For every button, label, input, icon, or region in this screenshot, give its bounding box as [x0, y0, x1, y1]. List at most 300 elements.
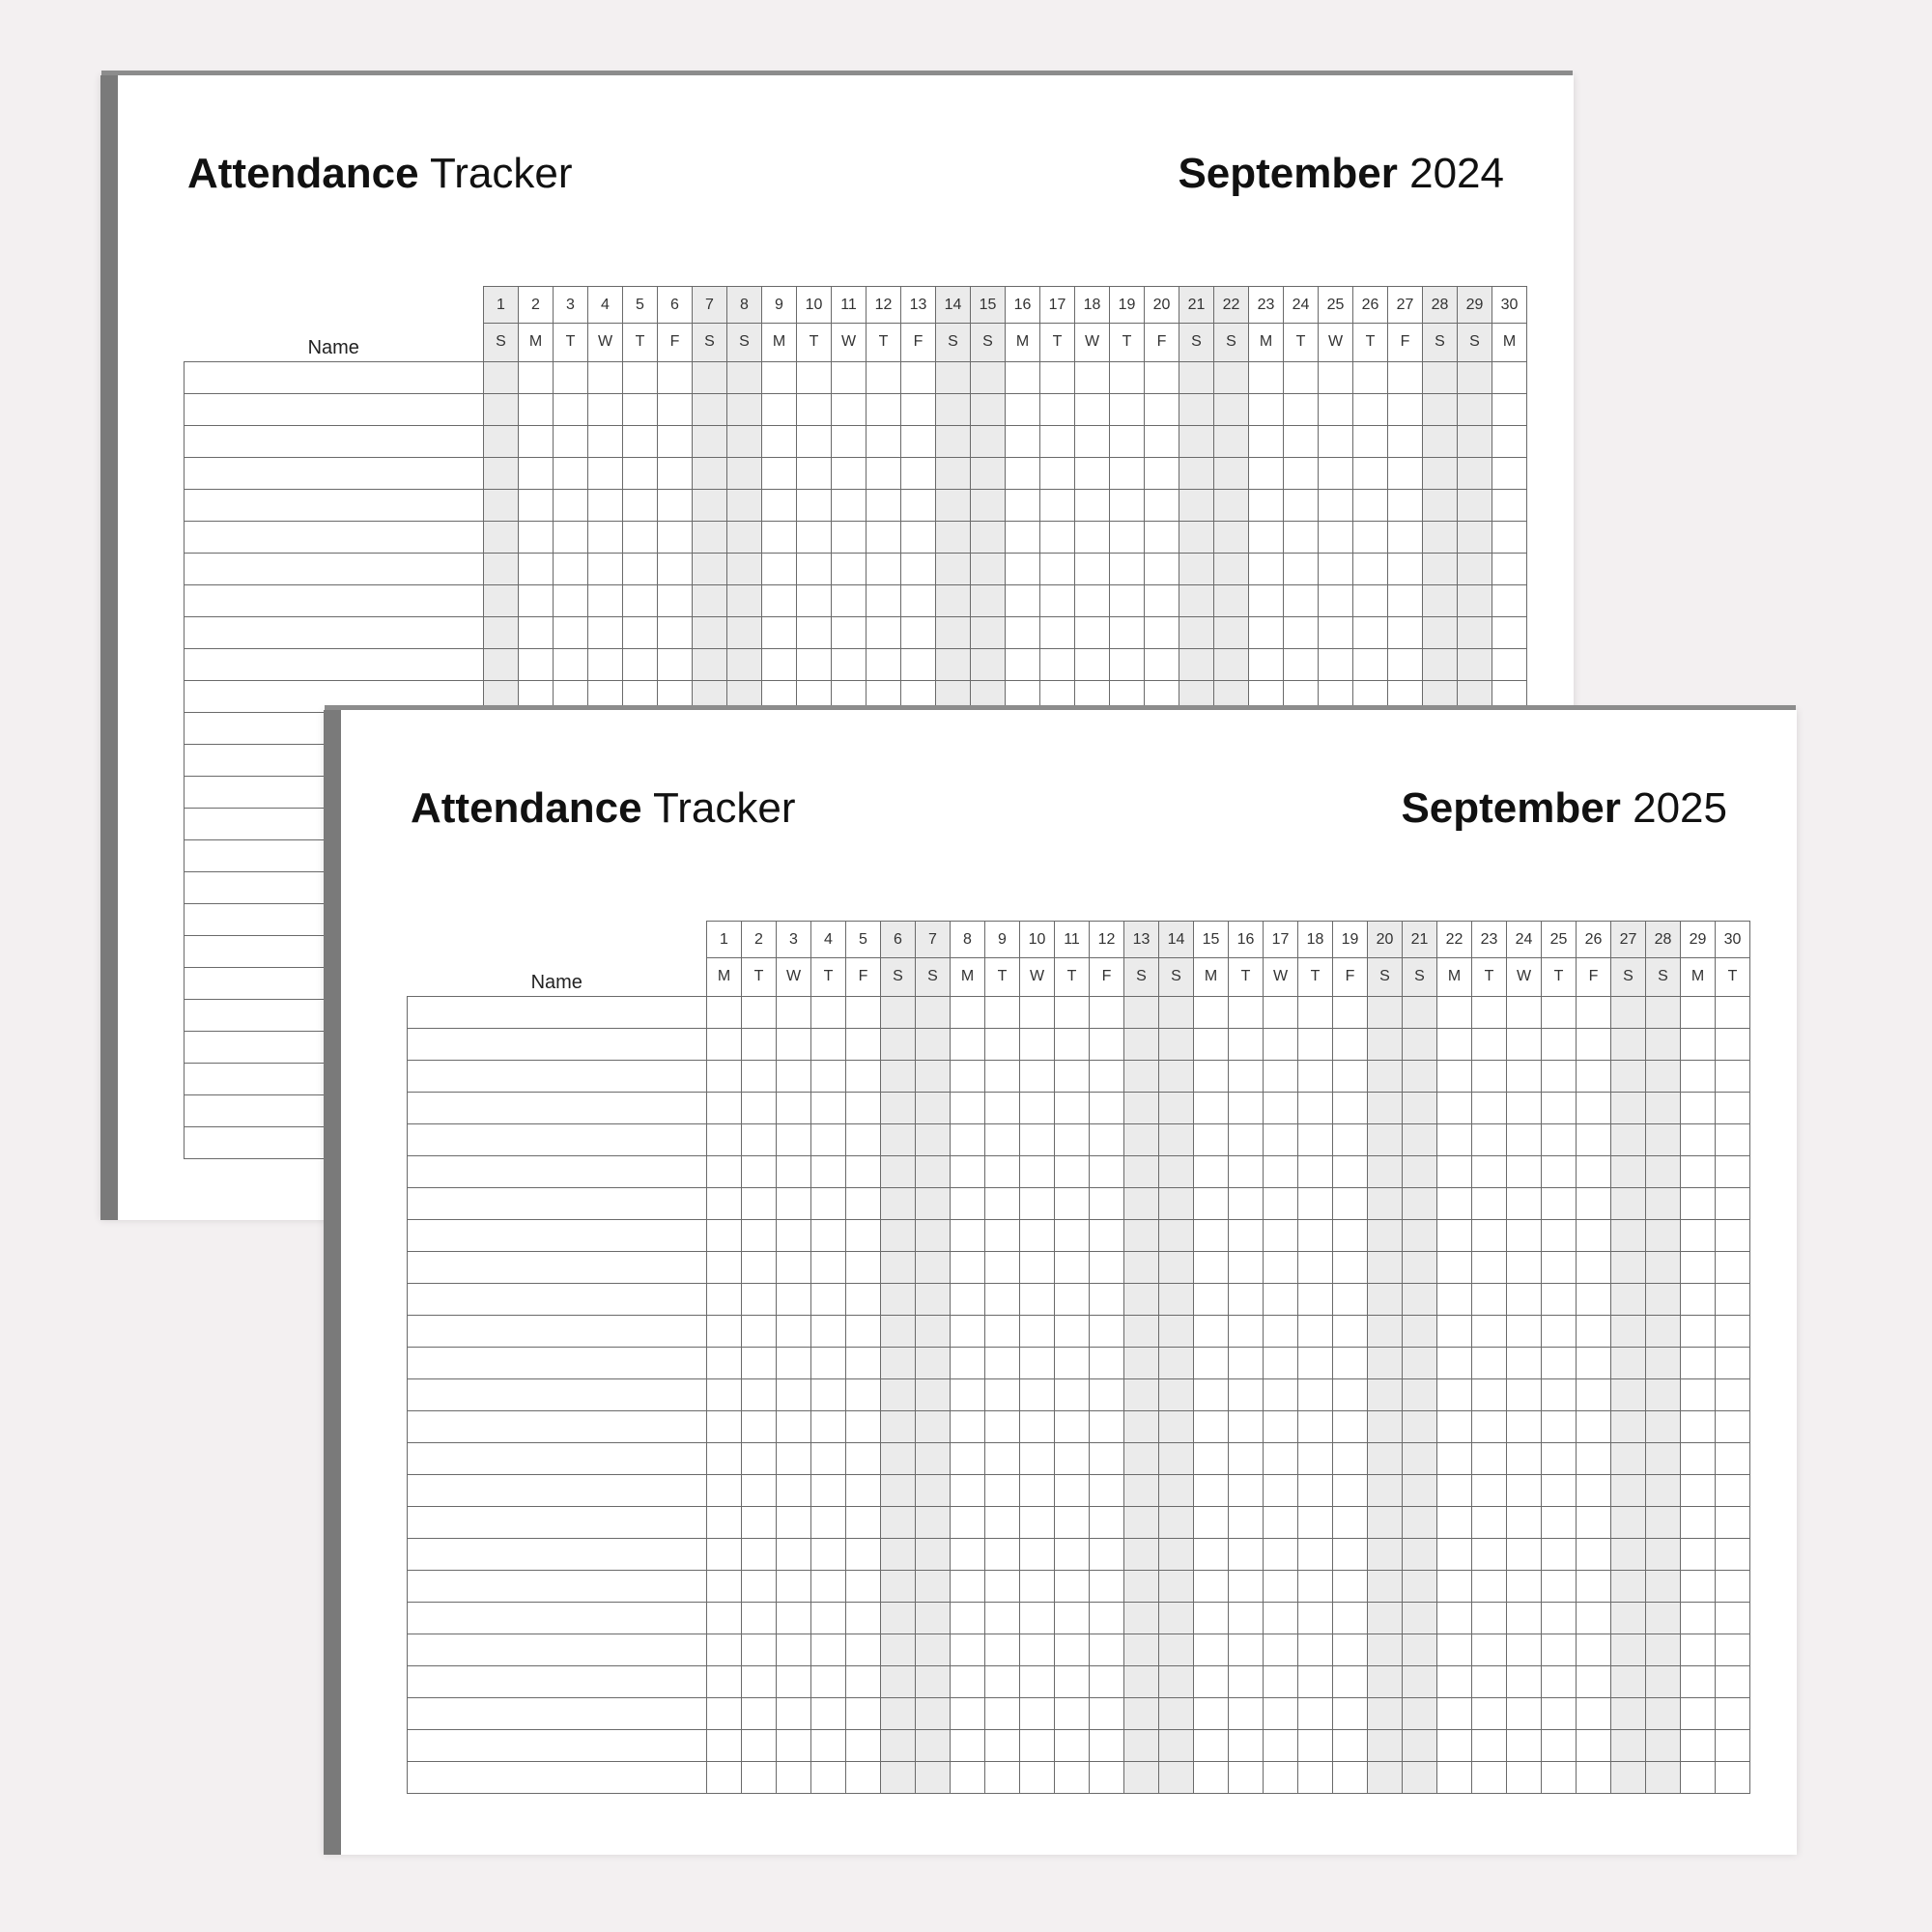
attendance-cell[interactable] [1075, 393, 1110, 425]
attendance-cell[interactable] [1194, 1028, 1229, 1060]
attendance-cell[interactable] [951, 1602, 985, 1634]
attendance-cell[interactable] [1437, 1347, 1472, 1378]
attendance-cell[interactable] [811, 1283, 846, 1315]
attendance-cell[interactable] [727, 457, 762, 489]
attendance-cell[interactable] [1542, 1729, 1577, 1761]
attendance-cell[interactable] [1229, 996, 1264, 1028]
name-cell[interactable] [408, 1474, 707, 1506]
attendance-cell[interactable] [1368, 1410, 1403, 1442]
attendance-cell[interactable] [588, 457, 623, 489]
attendance-cell[interactable] [1507, 1060, 1542, 1092]
attendance-cell[interactable] [519, 680, 554, 712]
attendance-cell[interactable] [1681, 1283, 1716, 1315]
attendance-cell[interactable] [1298, 1092, 1333, 1123]
attendance-cell[interactable] [1124, 1219, 1159, 1251]
attendance-cell[interactable] [1368, 1697, 1403, 1729]
attendance-cell[interactable] [1542, 1410, 1577, 1442]
attendance-cell[interactable] [1249, 393, 1284, 425]
attendance-cell[interactable] [951, 1697, 985, 1729]
attendance-cell[interactable] [951, 1378, 985, 1410]
attendance-cell[interactable] [1159, 1028, 1194, 1060]
attendance-cell[interactable] [1006, 648, 1040, 680]
attendance-cell[interactable] [985, 1378, 1020, 1410]
attendance-cell[interactable] [1577, 1315, 1611, 1347]
attendance-cell[interactable] [1611, 1060, 1646, 1092]
attendance-cell[interactable] [1472, 996, 1507, 1028]
attendance-cell[interactable] [1159, 1378, 1194, 1410]
attendance-cell[interactable] [1159, 996, 1194, 1028]
attendance-cell[interactable] [777, 1697, 811, 1729]
attendance-cell[interactable] [1055, 1283, 1090, 1315]
attendance-cell[interactable] [1194, 1283, 1229, 1315]
attendance-cell[interactable] [1319, 648, 1353, 680]
attendance-cell[interactable] [1055, 1602, 1090, 1634]
attendance-cell[interactable] [1423, 521, 1458, 553]
name-cell[interactable] [408, 1729, 707, 1761]
attendance-cell[interactable] [811, 1538, 846, 1570]
attendance-cell[interactable] [484, 521, 519, 553]
attendance-cell[interactable] [1403, 1506, 1437, 1538]
attendance-cell[interactable] [867, 521, 901, 553]
attendance-cell[interactable] [1472, 1602, 1507, 1634]
attendance-cell[interactable] [951, 1538, 985, 1570]
attendance-cell[interactable] [1333, 1442, 1368, 1474]
attendance-cell[interactable] [811, 1378, 846, 1410]
attendance-cell[interactable] [727, 616, 762, 648]
attendance-cell[interactable] [881, 1219, 916, 1251]
attendance-cell[interactable] [936, 361, 971, 393]
attendance-cell[interactable] [916, 1538, 951, 1570]
attendance-cell[interactable] [1055, 1028, 1090, 1060]
attendance-cell[interactable] [1055, 1506, 1090, 1538]
attendance-cell[interactable] [1298, 1187, 1333, 1219]
attendance-cell[interactable] [1145, 393, 1179, 425]
attendance-cell[interactable] [1681, 1092, 1716, 1123]
attendance-cell[interactable] [1055, 1761, 1090, 1793]
attendance-cell[interactable] [1507, 1474, 1542, 1506]
attendance-cell[interactable] [1124, 1092, 1159, 1123]
attendance-cell[interactable] [1124, 1187, 1159, 1219]
attendance-cell[interactable] [1284, 361, 1319, 393]
attendance-cell[interactable] [1542, 1155, 1577, 1187]
attendance-cell[interactable] [1437, 1729, 1472, 1761]
attendance-cell[interactable] [623, 425, 658, 457]
attendance-cell[interactable] [867, 616, 901, 648]
attendance-cell[interactable] [1542, 1665, 1577, 1697]
attendance-cell[interactable] [1179, 616, 1214, 648]
attendance-cell[interactable] [1333, 1155, 1368, 1187]
attendance-cell[interactable] [1472, 1378, 1507, 1410]
attendance-cell[interactable] [1437, 1697, 1472, 1729]
attendance-cell[interactable] [1403, 1570, 1437, 1602]
attendance-cell[interactable] [1040, 584, 1075, 616]
attendance-cell[interactable] [1249, 616, 1284, 648]
attendance-cell[interactable] [588, 489, 623, 521]
attendance-cell[interactable] [588, 425, 623, 457]
attendance-cell[interactable] [1090, 1123, 1124, 1155]
attendance-cell[interactable] [1492, 393, 1527, 425]
attendance-cell[interactable] [1646, 1602, 1681, 1634]
attendance-cell[interactable] [519, 648, 554, 680]
attendance-cell[interactable] [1319, 361, 1353, 393]
attendance-cell[interactable] [1124, 1410, 1159, 1442]
attendance-cell[interactable] [1159, 1092, 1194, 1123]
attendance-cell[interactable] [846, 1028, 881, 1060]
attendance-cell[interactable] [1646, 1410, 1681, 1442]
attendance-cell[interactable] [1577, 996, 1611, 1028]
attendance-cell[interactable] [846, 1219, 881, 1251]
attendance-cell[interactable] [1472, 1347, 1507, 1378]
attendance-cell[interactable] [658, 521, 693, 553]
attendance-cell[interactable] [1006, 361, 1040, 393]
attendance-cell[interactable] [762, 584, 797, 616]
attendance-cell[interactable] [1110, 584, 1145, 616]
attendance-cell[interactable] [1284, 648, 1319, 680]
attendance-cell[interactable] [658, 361, 693, 393]
attendance-cell[interactable] [811, 1123, 846, 1155]
attendance-cell[interactable] [623, 361, 658, 393]
name-cell[interactable] [408, 996, 707, 1028]
attendance-cell[interactable] [1577, 1634, 1611, 1665]
attendance-cell[interactable] [1681, 1474, 1716, 1506]
attendance-cell[interactable] [777, 996, 811, 1028]
attendance-cell[interactable] [1159, 1665, 1194, 1697]
attendance-cell[interactable] [1020, 1410, 1055, 1442]
attendance-cell[interactable] [1611, 1665, 1646, 1697]
attendance-cell[interactable] [1492, 553, 1527, 584]
attendance-cell[interactable] [1368, 1761, 1403, 1793]
attendance-cell[interactable] [1716, 1729, 1750, 1761]
attendance-cell[interactable] [1145, 553, 1179, 584]
attendance-cell[interactable] [742, 1283, 777, 1315]
attendance-cell[interactable] [951, 996, 985, 1028]
attendance-cell[interactable] [1611, 1538, 1646, 1570]
attendance-cell[interactable] [867, 457, 901, 489]
attendance-cell[interactable] [1458, 521, 1492, 553]
attendance-cell[interactable] [1681, 1155, 1716, 1187]
attendance-cell[interactable] [916, 1410, 951, 1442]
attendance-cell[interactable] [1368, 1347, 1403, 1378]
attendance-cell[interactable] [1716, 1092, 1750, 1123]
attendance-cell[interactable] [1577, 1251, 1611, 1283]
attendance-cell[interactable] [811, 1761, 846, 1793]
attendance-cell[interactable] [867, 553, 901, 584]
attendance-cell[interactable] [811, 1474, 846, 1506]
attendance-cell[interactable] [1646, 1729, 1681, 1761]
attendance-cell[interactable] [519, 457, 554, 489]
attendance-cell[interactable] [985, 1506, 1020, 1538]
attendance-cell[interactable] [1437, 1442, 1472, 1474]
attendance-cell[interactable] [1458, 489, 1492, 521]
attendance-cell[interactable] [881, 1123, 916, 1155]
attendance-cell[interactable] [1075, 616, 1110, 648]
attendance-cell[interactable] [1040, 489, 1075, 521]
attendance-cell[interactable] [777, 1378, 811, 1410]
attendance-cell[interactable] [1298, 1538, 1333, 1570]
attendance-cell[interactable] [1611, 1378, 1646, 1410]
attendance-cell[interactable] [1090, 1410, 1124, 1442]
attendance-cell[interactable] [1403, 1028, 1437, 1060]
attendance-cell[interactable] [1179, 425, 1214, 457]
attendance-cell[interactable] [1437, 1474, 1472, 1506]
attendance-cell[interactable] [1681, 1665, 1716, 1697]
attendance-cell[interactable] [1090, 1570, 1124, 1602]
name-cell[interactable] [408, 1665, 707, 1697]
attendance-cell[interactable] [1646, 1474, 1681, 1506]
attendance-cell[interactable] [1040, 393, 1075, 425]
attendance-cell[interactable] [707, 1315, 742, 1347]
attendance-cell[interactable] [1214, 489, 1249, 521]
name-cell[interactable] [185, 616, 484, 648]
attendance-cell[interactable] [1458, 553, 1492, 584]
attendance-cell[interactable] [971, 457, 1006, 489]
attendance-cell[interactable] [519, 616, 554, 648]
attendance-cell[interactable] [1492, 489, 1527, 521]
attendance-cell[interactable] [707, 1570, 742, 1602]
attendance-cell[interactable] [1020, 1283, 1055, 1315]
attendance-cell[interactable] [985, 1347, 1020, 1378]
attendance-cell[interactable] [1298, 1123, 1333, 1155]
attendance-cell[interactable] [1577, 1123, 1611, 1155]
attendance-cell[interactable] [1507, 1538, 1542, 1570]
attendance-cell[interactable] [1090, 1092, 1124, 1123]
attendance-cell[interactable] [1542, 1442, 1577, 1474]
name-cell[interactable] [408, 1761, 707, 1793]
attendance-cell[interactable] [1681, 1761, 1716, 1793]
attendance-cell[interactable] [881, 1506, 916, 1538]
attendance-cell[interactable] [1507, 1410, 1542, 1442]
attendance-cell[interactable] [1055, 1729, 1090, 1761]
attendance-cell[interactable] [1284, 521, 1319, 553]
attendance-cell[interactable] [1577, 1028, 1611, 1060]
attendance-cell[interactable] [1298, 1410, 1333, 1442]
attendance-cell[interactable] [1646, 1378, 1681, 1410]
attendance-cell[interactable] [1577, 1665, 1611, 1697]
attendance-cell[interactable] [1284, 616, 1319, 648]
attendance-cell[interactable] [1055, 1442, 1090, 1474]
attendance-cell[interactable] [777, 1028, 811, 1060]
attendance-cell[interactable] [951, 1028, 985, 1060]
attendance-cell[interactable] [1492, 648, 1527, 680]
attendance-cell[interactable] [971, 648, 1006, 680]
attendance-cell[interactable] [1681, 1347, 1716, 1378]
attendance-cell[interactable] [832, 648, 867, 680]
attendance-cell[interactable] [1333, 1761, 1368, 1793]
attendance-cell[interactable] [951, 1283, 985, 1315]
attendance-cell[interactable] [1090, 1028, 1124, 1060]
attendance-cell[interactable] [797, 584, 832, 616]
attendance-cell[interactable] [951, 1092, 985, 1123]
attendance-cell[interactable] [1423, 584, 1458, 616]
attendance-cell[interactable] [1646, 1092, 1681, 1123]
attendance-cell[interactable] [1159, 1251, 1194, 1283]
attendance-cell[interactable] [1716, 1060, 1750, 1092]
attendance-cell[interactable] [1229, 1092, 1264, 1123]
attendance-cell[interactable] [1179, 553, 1214, 584]
attendance-cell[interactable] [1333, 1602, 1368, 1634]
attendance-cell[interactable] [1194, 1506, 1229, 1538]
attendance-cell[interactable] [1646, 1570, 1681, 1602]
attendance-cell[interactable] [1507, 1028, 1542, 1060]
attendance-cell[interactable] [1333, 1729, 1368, 1761]
attendance-cell[interactable] [1681, 1410, 1716, 1442]
attendance-cell[interactable] [846, 1155, 881, 1187]
attendance-cell[interactable] [1368, 1060, 1403, 1092]
attendance-cell[interactable] [1020, 1634, 1055, 1665]
attendance-cell[interactable] [588, 680, 623, 712]
attendance-cell[interactable] [1437, 996, 1472, 1028]
attendance-cell[interactable] [1090, 1506, 1124, 1538]
attendance-cell[interactable] [1646, 1283, 1681, 1315]
attendance-cell[interactable] [1403, 1378, 1437, 1410]
attendance-cell[interactable] [811, 1315, 846, 1347]
attendance-cell[interactable] [1353, 393, 1388, 425]
attendance-cell[interactable] [1298, 1602, 1333, 1634]
attendance-cell[interactable] [1437, 1538, 1472, 1570]
attendance-cell[interactable] [1611, 1123, 1646, 1155]
name-cell[interactable] [185, 489, 484, 521]
attendance-cell[interactable] [1319, 521, 1353, 553]
attendance-cell[interactable] [1333, 1570, 1368, 1602]
attendance-cell[interactable] [1040, 425, 1075, 457]
attendance-cell[interactable] [1681, 1315, 1716, 1347]
attendance-cell[interactable] [1040, 553, 1075, 584]
attendance-cell[interactable] [1124, 1155, 1159, 1187]
attendance-cell[interactable] [1716, 1442, 1750, 1474]
attendance-cell[interactable] [1319, 457, 1353, 489]
attendance-cell[interactable] [916, 1602, 951, 1634]
attendance-cell[interactable] [707, 1474, 742, 1506]
attendance-cell[interactable] [1319, 616, 1353, 648]
attendance-cell[interactable] [707, 1155, 742, 1187]
attendance-cell[interactable] [1368, 1251, 1403, 1283]
attendance-cell[interactable] [1353, 648, 1388, 680]
attendance-cell[interactable] [1353, 553, 1388, 584]
attendance-cell[interactable] [811, 1060, 846, 1092]
attendance-cell[interactable] [1716, 1570, 1750, 1602]
attendance-cell[interactable] [1507, 1219, 1542, 1251]
attendance-cell[interactable] [832, 489, 867, 521]
attendance-cell[interactable] [1264, 1442, 1298, 1474]
attendance-cell[interactable] [1542, 1092, 1577, 1123]
attendance-cell[interactable] [1055, 1410, 1090, 1442]
attendance-cell[interactable] [1458, 616, 1492, 648]
attendance-cell[interactable] [742, 1602, 777, 1634]
attendance-cell[interactable] [1458, 425, 1492, 457]
attendance-cell[interactable] [1284, 553, 1319, 584]
attendance-cell[interactable] [846, 1410, 881, 1442]
attendance-cell[interactable] [1264, 1729, 1298, 1761]
name-cell[interactable] [408, 1315, 707, 1347]
attendance-cell[interactable] [1423, 489, 1458, 521]
attendance-cell[interactable] [1264, 1155, 1298, 1187]
attendance-cell[interactable] [1492, 457, 1527, 489]
attendance-cell[interactable] [742, 1761, 777, 1793]
attendance-cell[interactable] [1055, 1347, 1090, 1378]
attendance-cell[interactable] [916, 1761, 951, 1793]
attendance-cell[interactable] [797, 425, 832, 457]
attendance-cell[interactable] [1716, 1378, 1750, 1410]
attendance-cell[interactable] [846, 1474, 881, 1506]
attendance-cell[interactable] [1055, 1378, 1090, 1410]
attendance-cell[interactable] [1646, 1123, 1681, 1155]
attendance-cell[interactable] [1298, 1378, 1333, 1410]
attendance-cell[interactable] [1507, 1697, 1542, 1729]
attendance-cell[interactable] [1646, 1187, 1681, 1219]
attendance-cell[interactable] [1646, 1315, 1681, 1347]
attendance-cell[interactable] [985, 1028, 1020, 1060]
attendance-cell[interactable] [1716, 1315, 1750, 1347]
attendance-cell[interactable] [1194, 1060, 1229, 1092]
attendance-cell[interactable] [1507, 1761, 1542, 1793]
attendance-cell[interactable] [1090, 1602, 1124, 1634]
attendance-cell[interactable] [901, 393, 936, 425]
attendance-cell[interactable] [846, 1347, 881, 1378]
attendance-cell[interactable] [797, 521, 832, 553]
attendance-cell[interactable] [1159, 1187, 1194, 1219]
name-cell[interactable] [408, 1410, 707, 1442]
attendance-cell[interactable] [1403, 1155, 1437, 1187]
attendance-cell[interactable] [1646, 996, 1681, 1028]
attendance-cell[interactable] [1284, 425, 1319, 457]
attendance-cell[interactable] [1507, 1570, 1542, 1602]
attendance-cell[interactable] [484, 616, 519, 648]
attendance-cell[interactable] [1388, 393, 1423, 425]
attendance-cell[interactable] [1472, 1410, 1507, 1442]
attendance-cell[interactable] [1020, 1092, 1055, 1123]
attendance-cell[interactable] [1145, 457, 1179, 489]
attendance-cell[interactable] [1020, 1315, 1055, 1347]
attendance-cell[interactable] [1716, 1410, 1750, 1442]
attendance-cell[interactable] [916, 1315, 951, 1347]
attendance-cell[interactable] [742, 1634, 777, 1665]
attendance-cell[interactable] [777, 1219, 811, 1251]
attendance-cell[interactable] [727, 425, 762, 457]
attendance-cell[interactable] [846, 1251, 881, 1283]
attendance-cell[interactable] [1542, 1028, 1577, 1060]
attendance-cell[interactable] [985, 1283, 1020, 1315]
attendance-cell[interactable] [881, 1155, 916, 1187]
attendance-cell[interactable] [1437, 1315, 1472, 1347]
attendance-cell[interactable] [1249, 457, 1284, 489]
attendance-cell[interactable] [1542, 1315, 1577, 1347]
attendance-cell[interactable] [1055, 1123, 1090, 1155]
attendance-cell[interactable] [742, 1665, 777, 1697]
attendance-cell[interactable] [1368, 1283, 1403, 1315]
attendance-cell[interactable] [1368, 1378, 1403, 1410]
attendance-cell[interactable] [693, 616, 727, 648]
attendance-cell[interactable] [1577, 1155, 1611, 1187]
attendance-cell[interactable] [1507, 1378, 1542, 1410]
attendance-cell[interactable] [1194, 1410, 1229, 1442]
attendance-cell[interactable] [1388, 457, 1423, 489]
attendance-cell[interactable] [1264, 1410, 1298, 1442]
attendance-cell[interactable] [916, 996, 951, 1028]
attendance-cell[interactable] [985, 1410, 1020, 1442]
attendance-cell[interactable] [881, 996, 916, 1028]
attendance-cell[interactable] [846, 1729, 881, 1761]
attendance-cell[interactable] [951, 1251, 985, 1283]
attendance-cell[interactable] [1055, 1060, 1090, 1092]
attendance-cell[interactable] [936, 680, 971, 712]
attendance-cell[interactable] [1403, 1219, 1437, 1251]
attendance-cell[interactable] [1423, 553, 1458, 584]
attendance-cell[interactable] [1681, 1251, 1716, 1283]
attendance-cell[interactable] [985, 1060, 1020, 1092]
attendance-cell[interactable] [1646, 1251, 1681, 1283]
attendance-cell[interactable] [881, 1442, 916, 1474]
attendance-cell[interactable] [1249, 553, 1284, 584]
